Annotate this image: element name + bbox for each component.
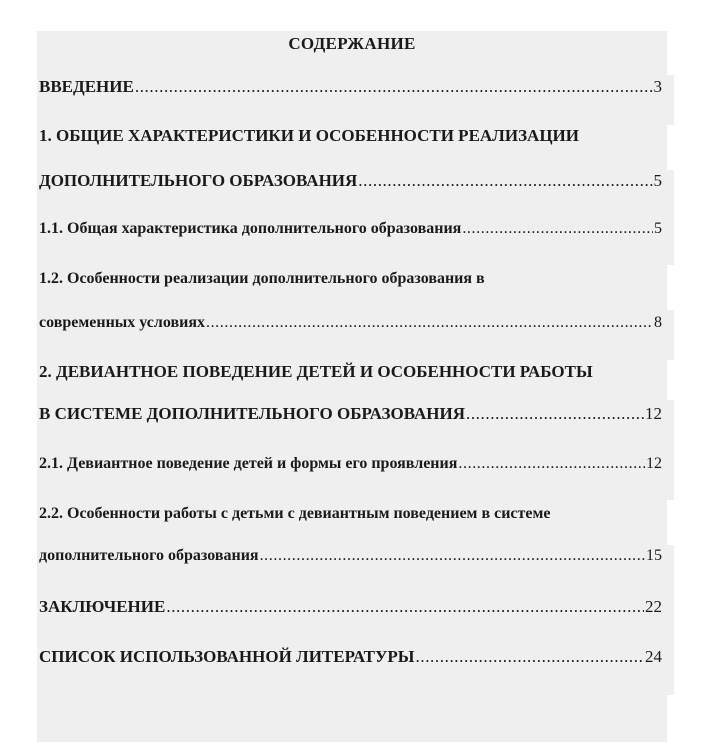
toc-page-number: 15 xyxy=(646,547,662,564)
dot-leader xyxy=(358,171,652,191)
toc-entry-title: дополнительного образования xyxy=(39,547,259,564)
dot-leader xyxy=(462,220,653,238)
toc-heading: СОДЕРЖАНИЕ xyxy=(288,34,416,53)
toc-entry-title: В СИСТЕМЕ ДОПОЛНИТЕЛЬНОГО ОБРАЗОВАНИЯ xyxy=(39,404,465,423)
toc-page-number: 22 xyxy=(645,597,662,616)
toc-entry[interactable] xyxy=(39,171,662,191)
toc-entry-title: современных условиях xyxy=(39,314,205,331)
dot-leader xyxy=(466,404,644,424)
toc-entry[interactable] xyxy=(39,647,662,667)
dot-leader xyxy=(206,314,653,332)
dot-leader xyxy=(135,77,653,97)
toc-entry-title: 1. ОБЩИЕ ХАРАКТЕРИСТИКИ И ОСОБЕННОСТИ РЕАЛИЗАЦИИ xyxy=(39,126,579,145)
toc-entry-title: 1.2. Особенности реализации дополнительного образования в xyxy=(39,270,485,287)
toc-page-number: 12 xyxy=(646,455,662,472)
toc-entry-title: 2. ДЕВИАНТНОЕ ПОВЕДЕНИЕ ДЕТЕЙ И ОСОБЕННОСТИ РАБОТЫ xyxy=(39,362,593,381)
toc-page-number: 24 xyxy=(645,647,662,666)
toc-entry-title: 2.1. Девиантное поведение детей и формы его проявления xyxy=(39,455,458,472)
toc-entry[interactable] xyxy=(39,314,662,332)
toc-entry-title: 1.1. Общая характеристика дополнительного образования xyxy=(39,220,462,237)
dot-leader xyxy=(260,547,645,565)
toc-page-number: 8 xyxy=(654,314,662,331)
toc-entry[interactable] xyxy=(39,455,662,473)
toc-page-number: 5 xyxy=(654,220,662,237)
dot-leader xyxy=(166,597,644,617)
toc-entry[interactable] xyxy=(39,77,662,97)
dot-leader xyxy=(458,455,645,473)
toc-entry-title: ЗАКЛЮЧЕНИЕ xyxy=(39,597,166,616)
toc-page-number: 5 xyxy=(653,171,662,190)
toc-page-number: 12 xyxy=(645,404,662,423)
dot-leader xyxy=(416,647,645,667)
toc-page-number: 3 xyxy=(653,77,662,96)
toc-entry[interactable] xyxy=(39,597,662,617)
toc-entry-title: ВВЕДЕНИЕ xyxy=(39,77,134,96)
toc-entry[interactable] xyxy=(39,547,662,565)
toc-entry[interactable] xyxy=(39,220,662,238)
toc-entry-title: ДОПОЛНИТЕЛЬНОГО ОБРАЗОВАНИЯ xyxy=(39,171,358,190)
toc-entry-title: 2.2. Особенности работы с детьми с девиантным поведением в системе xyxy=(39,505,551,522)
toc-entry[interactable] xyxy=(39,404,662,424)
toc-entry-title: СПИСОК ИСПОЛЬЗОВАННОЙ ЛИТЕРАТУРЫ xyxy=(39,647,415,666)
